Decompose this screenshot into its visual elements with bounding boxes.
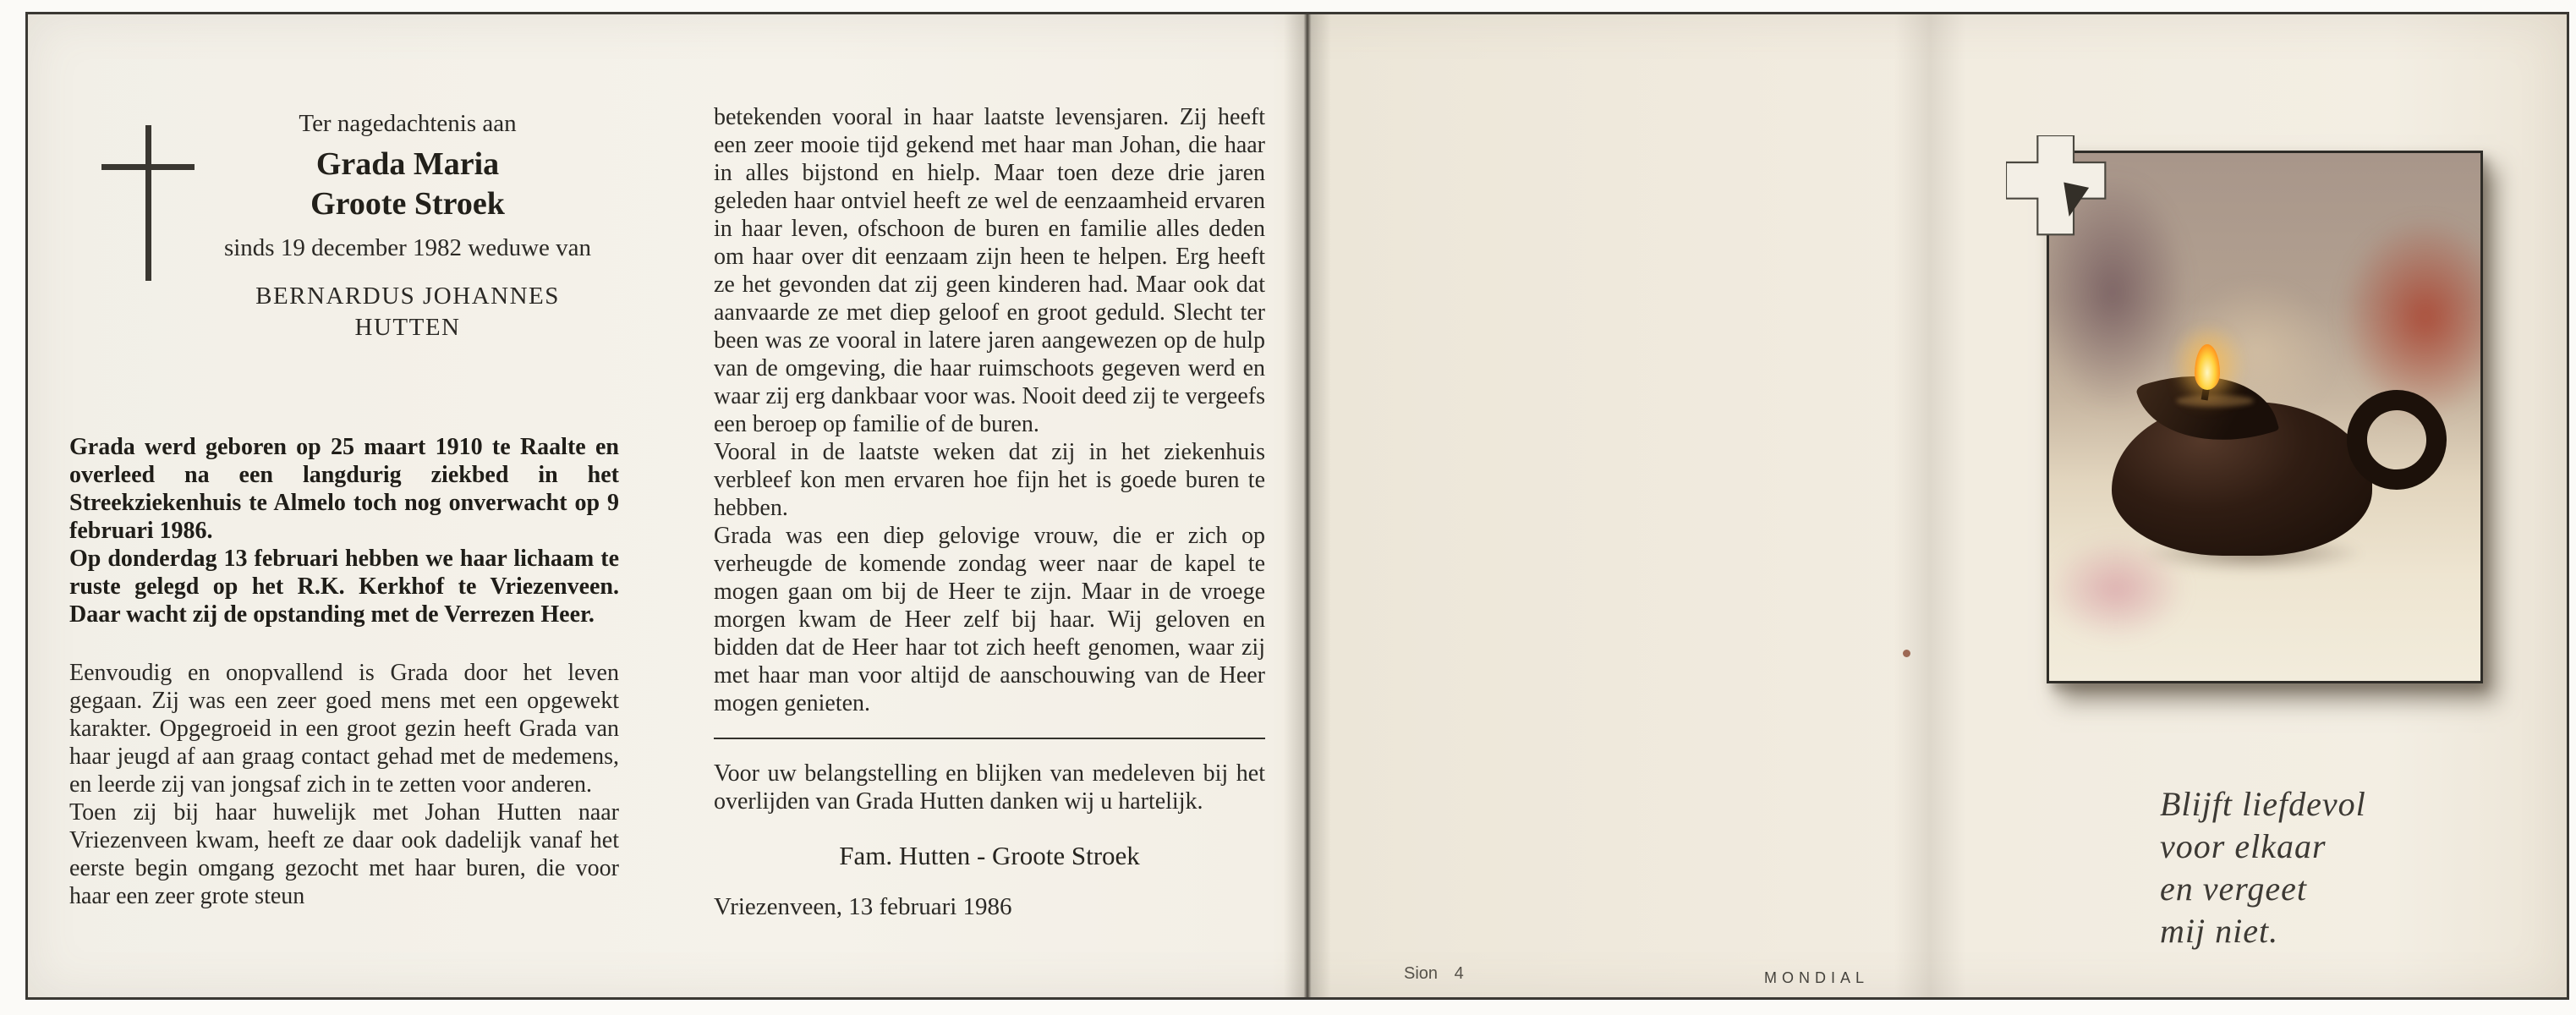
front-cover-verse [2160, 783, 2366, 952]
photo-corner-cross-icon [2006, 135, 2114, 244]
deceased-name-line2: Groote Stroek [310, 186, 505, 222]
family-signature: Fam. Hutten - Groote Stroek [839, 841, 1140, 870]
memorial-header [196, 110, 619, 343]
obituary-paragraph-birth-death: Grada werd geboren op 25 maart 1910 te Raalte en overleed na een langdurig ziekbed in het Streekziekenhuis te Almelo toch nog onverwacht op 9 februari 1986. [69, 434, 619, 544]
card-fold-line-center [1284, 14, 1331, 997]
panel-inside-left-body [69, 433, 619, 910]
life-story-paragraph-2: Toen zij bij haar huwelijk met Johan Hutten naar Vriezenveen kwam, heeft ze daar ook dadelijk vanaf het eerste begin omgang gezocht met haar buren, die voor haar een zeer grote steun [69, 799, 619, 909]
paper-speck [1903, 650, 1910, 657]
verse-line-4: mij niet. [2160, 912, 2279, 950]
deceased-name-line1: Grada Maria [315, 146, 500, 182]
verse-line-2: voor elkaar [2160, 827, 2327, 865]
printer-mark-sion: Sion 4 [1404, 964, 1464, 983]
acknowledgement-paragraph: Voor uw belangstelling en blijken van medeleven bij het overlijden van Grada Hutten danken wij u hartelijk. [714, 760, 1265, 815]
place-and-date: Vriezenveen, 13 februari 1986 [714, 893, 1012, 920]
widow-line: sinds 19 december 1982 weduwe van [223, 234, 592, 261]
memorial-cross-icon [145, 125, 151, 281]
life-story-block-left [69, 659, 619, 910]
obituary-paragraph-funeral: Op donderdag 13 februari hebben we haar lichaam te ruste gelegd op het R.K. Kerkhof te Vriezenveen. Daar wacht zij de opstanding met de Verrezen Heer. [69, 546, 619, 628]
verse-line-1: Blijft liefdevol [2160, 785, 2366, 823]
husband-name-line1: BERNARDUS JOHANNES [255, 283, 560, 310]
life-story-paragraph-4: Vooral in de laatste weken dat zij in het ziekenhuis verbleef kon men ervaren hoe fijn het is goede buren te hebben. [714, 439, 1265, 521]
life-story-paragraph-5: Grada was een diep gelovige vrouw, die er zich op verheugde de komende zondag weer naar de kapel te mogen gaan om bij de Heer te zijn. Maar in de vroege morgen kwam de Heer zelf bij haar. Wij geloven en bidden dat de Heer haar tot zich heeft genomen, waar zij met haar man voor altijd de aanschouwing van de Heer mogen genieten. [714, 523, 1265, 716]
life-story-paragraph-1: Eenvoudig en onopvallend is Grada door het leven gegaan. Zij was een zeer goed mens met een opgewekt karakter. Opgegroeid in een groot gezin heeft Grada van haar jeugd af aan graag contact gehad met de medemens, en leerde zij van jongsaf zich in te zetten voor anderen. [69, 660, 619, 798]
memorial-cross-icon-bar [101, 164, 195, 170]
card-fold-line-right [1894, 14, 1965, 997]
section-divider-line [714, 738, 1265, 739]
verse-line-3: en vergeet [2160, 870, 2307, 908]
panel-inside-right-body [714, 103, 1265, 921]
dedication-line: Ter nagedachtenis aan [299, 110, 517, 137]
printer-mark-mondial: MONDIAL [1764, 969, 1870, 986]
life-story-paragraph-3: betekenden vooral in haar laatste levensjaren. Zij heeft een zeer mooie tijd gekend met haar man Johan, die haar in alles bijstond en hielp. Maar toen deze drie jaren geleden haar ontviel heeft ze wel de eenzaamheid ervaren in haar leven, ofschoon de buren en familie alles deden om haar over dit eenzaam zijn heen te helpen. Erg heeft ze het gevonden dat zij geen kinderen had. Maar ook dat aanvaarde ze met diep geloof en groot geduld. Slecht ter been was ze vooral in latere jaren aangewezen op de hulp van de omgeving, die haar ruimschoots gegeven werd en waar zij erg dankbaar voor was. Nooit deed zij te vergeefs een beroep op familie of de buren. [714, 104, 1265, 437]
husband-name-line2: HUTTEN [354, 314, 461, 341]
